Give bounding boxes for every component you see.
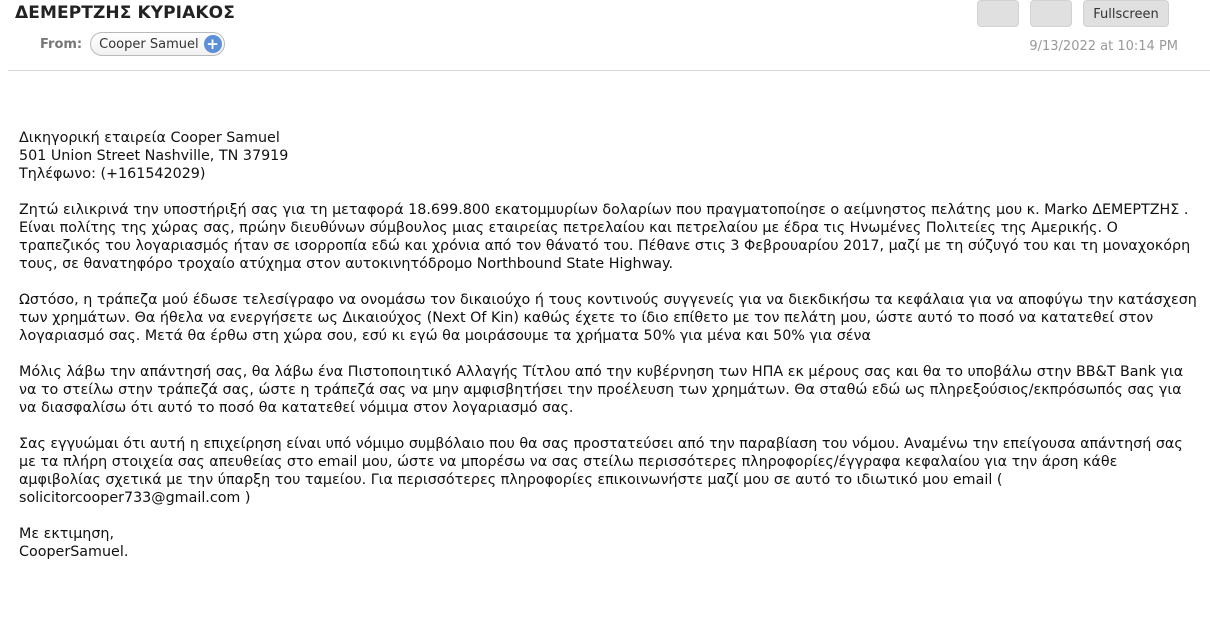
sender-address-block bbox=[19, 129, 1198, 183]
address-line: 501 Union Street Nashville, TN 37919 bbox=[19, 148, 289, 164]
closing-block bbox=[19, 525, 1198, 561]
fullscreen-button[interactable]: Fullscreen bbox=[1083, 0, 1169, 27]
message-subject: ΔΕΜΕΡΤΖΗΣ ΚΥΡΙΑΚΟΣ bbox=[15, 3, 235, 23]
sender-name[interactable]: Cooper Samuel bbox=[99, 36, 199, 52]
from-row bbox=[40, 32, 225, 56]
body-paragraph: Ζητώ ειλικρινά την υποστήριξή σας για τη μεταφορά 18.699.800 εκατομμυρίων δολαρίων που πραγματοποίησε ο αείμνηστος πελάτης μου κ. Marko ΔΕΜΕΡΤΖΗΣ . Είναι πολίτης της χώρας σας, πρώην διευθύνων σύμβουλος μιας εταιρείας πετρελαίου και πετρελαίου με έδρα τις Ηνωμένες Πολιτείες της Αμερικής. Ο τραπεζικός του λογαριασμός ήταν σε ισορροπία εδώ και χρόνια από τον θάνατό του. Πέθανε στις 3 Φεβρουαρίου 2017, μαζί με τη σύζυγό του και τη μοναχοκόρη τους, σε θανατηφόρο τροχαίο ατύχημα στον αυτοκινητόδρομο Northbound State Highway. bbox=[19, 202, 1191, 272]
message-body bbox=[0, 71, 1210, 561]
sender-pill[interactable] bbox=[90, 32, 224, 56]
body-paragraph: Ωστόσο, η τράπεζα μού έδωσε τελεσίγραφο να ονομάσω τον δικαιούχο ή τους κοντινούς συγγενείς για να διεκδικήσω τα κεφάλαια για να αποφύγω την κατάσχεση των χρημάτων. Θα ήθελα να ενεργήσετε ως Δικαιούχος (Next Of Kin) καθώς έχετε το ίδιο επίθετο με τον πελάτη μου, ώστε αυτό το ποσό να κατατεθεί στον λογαριασμό σας. Μετά θα έρθω στη χώρα σου, εσύ κι εγώ θα μοιράσουμε τα χρήματα 50% για μένα και 50% για σένα bbox=[19, 292, 1197, 344]
body-paragraph: Μόλις λάβω την απάντησή σας, θα λάβω ένα Πιστοποιητικό Αλλαγής Τίτλου από την κυβέρνηση των ΗΠΑ εκ μέρους σας και θα το υποβάλω στην BB&T Bank για να το στείλω στην τράπεζά σας, ώστε η τράπεζά σας να μην αμφισβητήσει την προέλευση των χρημάτων. Θα σταθώ εδώ ως πληρεξούσιος/εκπρόσωπός σας για να διασφαλίσω ότι αυτό το ποσό θα κατατεθεί νόμιμα στον λογαριασμό σας. bbox=[19, 364, 1184, 416]
message-header bbox=[8, 0, 1210, 71]
phone-line: Τηλέφωνο: (+161542029) bbox=[19, 166, 206, 182]
closing-line: Με εκτιμηση, bbox=[19, 526, 115, 542]
body-paragraph: Σας εγγυώμαι ότι αυτή η επιχείρηση είναι υπό νόμιμο συμβόλαιο που θα σας προστατεύσει από την παραβίαση του νόμου. Αναμένω την επείγουσα απάντησή σας με τα πλήρη στοιχεία σας απευθείας στο email μου, ώστε να μπορέσω να σας στείλω περισσότερες πληροφορίες/έγγραφα κεφαλαίου για την άρση κάθε αμφιβολίας σχετικά με την ύπαρξη του ταμείου. Για περισσότερες πληροφορίες επικοινωνήστε μαζί μου σε αυτό το ιδιωτικό μου email ( solicitorcooper733@gmail.com ) bbox=[19, 436, 1183, 506]
add-contact-icon[interactable]: + bbox=[204, 35, 222, 53]
toolbar-button-2[interactable] bbox=[1030, 0, 1072, 27]
message-date: 9/13/2022 at 10:14 PM bbox=[1029, 39, 1178, 54]
toolbar-button-1[interactable] bbox=[977, 0, 1019, 27]
address-line: Δικηγορική εταιρεία Cooper Samuel bbox=[19, 130, 280, 146]
signature-line: CooperSamuel. bbox=[19, 544, 129, 560]
from-label: From: bbox=[40, 36, 83, 52]
